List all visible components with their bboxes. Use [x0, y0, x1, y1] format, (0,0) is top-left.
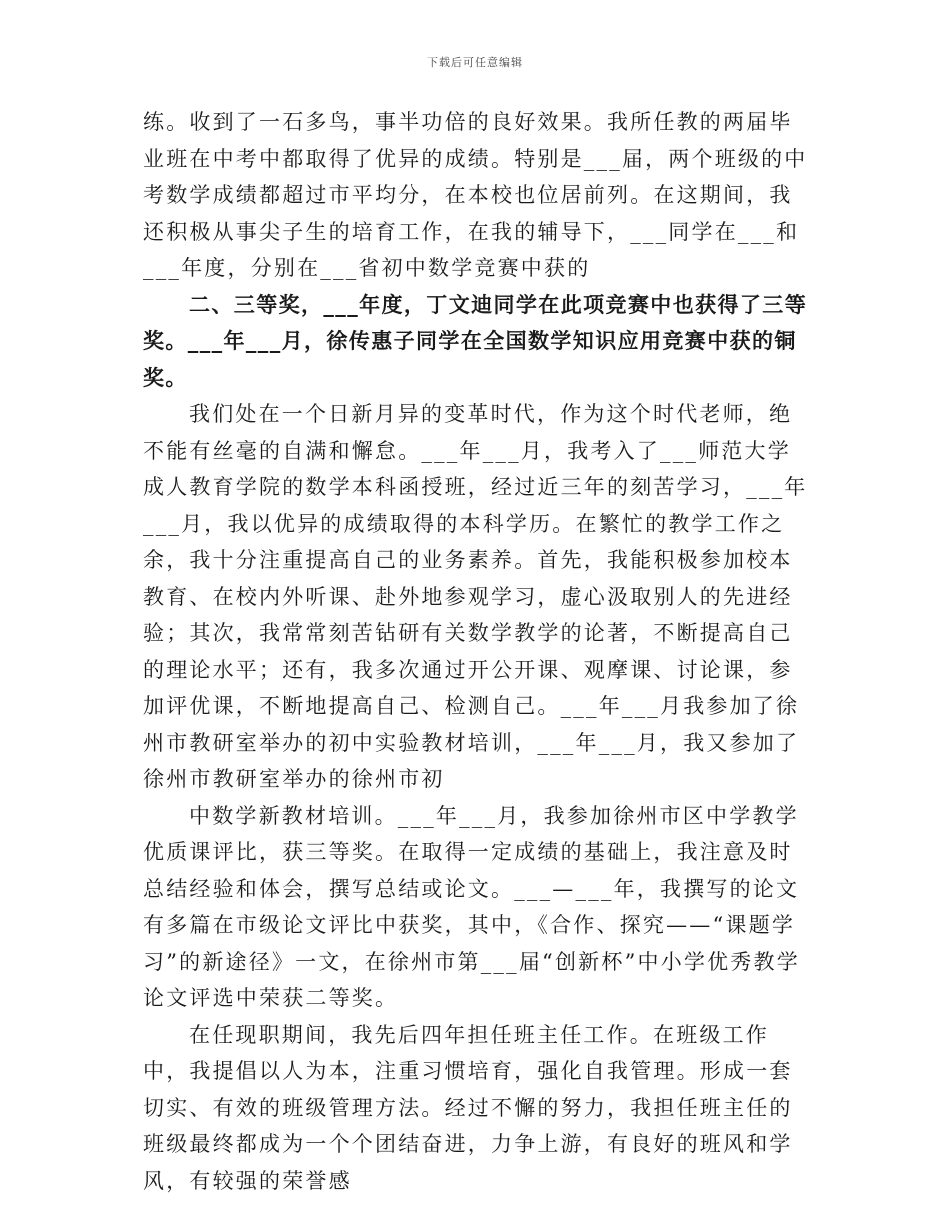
page-header: 下载后可任意编辑: [427, 56, 523, 69]
paragraph-1: 练。收到了一石多鸟，事半功倍的良好效果。我所任教的两届毕业班在中考中都取得了优异的成绩。特别是___届，两个班级的中考数学成绩都超过市平均分，在本校也位居前列。在这期间，我还积极从事尖子生的培育工作，在我的辅导下，___同学在___和___年度，分别在___省初中数学竞赛中获的: [143, 110, 808, 280]
document-body: [143, 104, 811, 1199]
paragraph-2-bold: 二、三等奖，___年度，丁文迪同学在此项竞赛中也获得了三等奖。___年___月，徐传惠子同学在全国数学知识应用竞赛中获的铜奖。: [143, 291, 808, 390]
paragraph-5: 在任现职期间，我先后四年担任班主任工作。在班级工作中，我提倡以人为本，注重习惯培育，强化自我管理。形成一套切实、有效的班级管理方法。经过不懈的努力，我担任班主任的班级最终都成为一个个团结奋进，力争上游，有良好的班风和学风，有较强的荣誉感: [143, 1022, 793, 1193]
paragraph-3: 我们处在一个日新月异的变革时代，作为这个时代老师，绝不能有丝毫的自满和懈怠。___年___月，我考入了___师范大学成人教育学院的数学本科函授班，经过近三年的刻苦学习，___年___月，我以优异的成绩取得的本科学历。在繁忙的教学工作之余，我十分注重提高自己的业务素养。首先，我能积极参加校本教育、在校内外听课、赴外地参观学习，虚心汲取别人的先进经验；其次，我常常刻苦钻研有关数学教学的论著，不断提高自己的理论水平；还有，我多次通过开公开课、观摩课、讨论课，参加评优课，不断地提高自己、检测自己。___年___月我参加了徐州市教研室举办的初中实验教材培训，___年___月，我又参加了徐州市教研室举办的徐州市初: [143, 402, 808, 791]
paragraph-4: 中数学新教材培训。___年___月，我参加徐州市区中学教学优质课评比，获三等奖。在取得一定成绩的基础上，我注意及时总结经验和体会，撰写总结或论文。___—___年，我撰写的论文有多篇在市级论文评比中获奖，其中，《合作、探究——“课题学习”的新途径》一文，在徐州市第___届“创新杯”中小学优秀教学论文评选中荣获二等奖。: [143, 803, 800, 1010]
